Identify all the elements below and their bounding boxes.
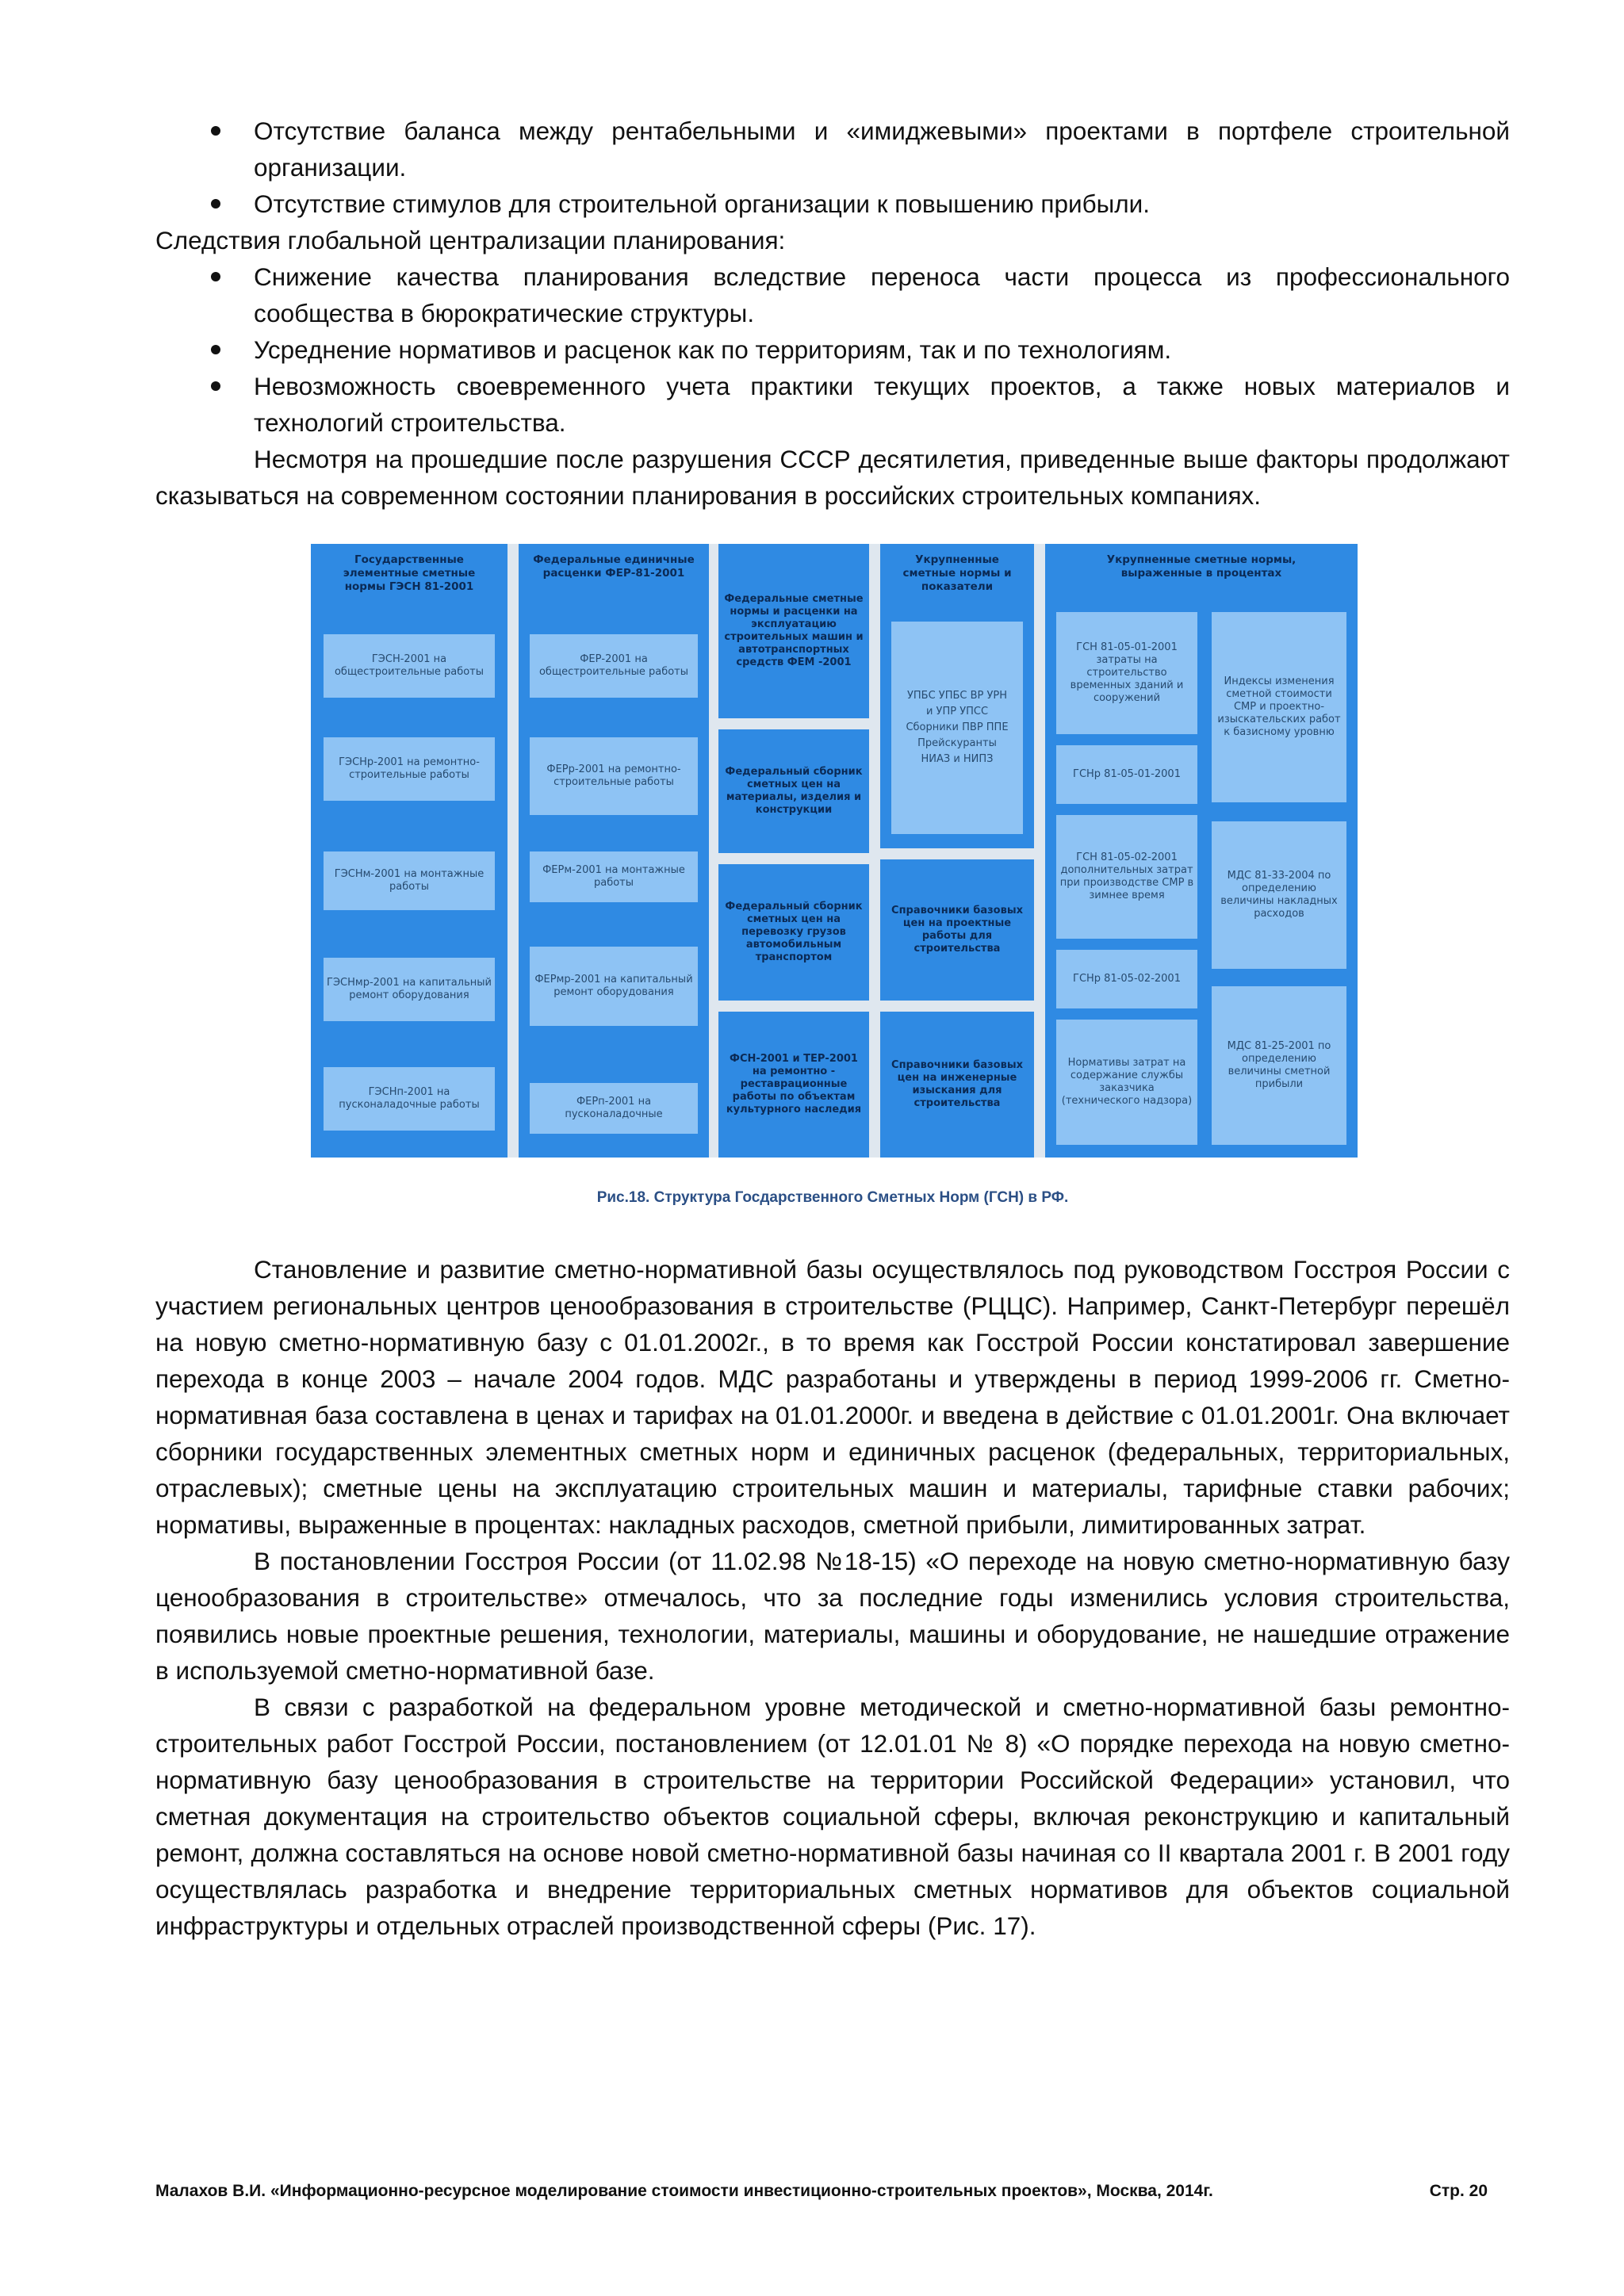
diagram-box: ГЭСНп-2001 на пусконаладочные работы: [324, 1067, 495, 1131]
list-item: Отсутствие баланса между рентабельными и «имиджевыми» проектами в портфеле строительной организации.: [155, 113, 1510, 186]
page-number: Стр. 20: [1429, 2182, 1488, 2200]
diagram-box: ГСНр 81-05-01-2001: [1056, 745, 1197, 804]
list-item: Усреднение нормативов и расценок как по территориям, так и по технологиям.: [155, 331, 1510, 368]
diagram-box: ФЕР-2001 на общестроительные работы: [530, 634, 698, 698]
paragraph: В связи с разработкой на федеральном уровне методической и сметно-нормативной базы ремонтно-строительных работ Госстрой России, постановлением (от 12.01.01 № 8) «О порядке перехода на новую сметно-нормативную базу ценообразования в строительстве на территории Российской Федерации» установил, что сметная документация на строительство объектов социальной сферы, включая реконструкцию и капитальный ремонт, должна составляться на основе новой сметно-нормативной базы начиная со II квартала 2001 г. В 2001 году осуществлялась разработка и внедрение территориальных сметных нормативов для объектов социальной инфраструктуры и отдельных отраслей производственной сферы (Рис. 17).: [155, 1693, 1510, 1940]
diagram-box: ГСН 81-05-01-2001 затраты на строительство временных зданий и сооружений: [1056, 612, 1197, 734]
footer-citation: Малахов В.И. «Информационно-ресурсное моделирование стоимости инвестиционно-строительных проектов», Москва, 2014г.: [155, 2182, 1213, 2200]
diagram-box-heritage: ФСН-2001 и ТЕР-2001 на ремонтно - реставрационные работы по объектам культурного наследия: [718, 1012, 869, 1158]
paragraph: Становление и развитие сметно-нормативной базы осуществлялось под руководством Госстроя России с участием региональных центров ценообразования в строительстве (РЦЦС). Например, Санкт-Петербург перешёл на новую сметно-нормативную базу с 01.01.2002г., в то время как Госстрой России констатировал завершение перехода в конце 2003 – начале 2004 годов. МДС разработаны и утверждены в период 1999-2006 гг. Сметно-нормативная база составлена в ценах и тарифах на 01.01.2000г. и введена в действие с 01.01.2001г. Она включает сборники государственных элементных сметных норм и единичных расценок (федеральных, территориальных, отраслевых); сметные цены на эксплуатацию строительных машин и материалы, тарифные ставки рабочих; нормативы, выраженные в процентах: накладных расходов, сметной прибыли, лимитированных затрат.: [155, 1255, 1510, 1539]
figure-caption: Рис.18. Структура Госдарственного Сметных Норм (ГСН) в РФ.: [596, 1189, 1069, 1206]
gsn-structure-diagram: [311, 544, 1358, 1158]
top-bullet-list: [155, 113, 1510, 222]
column-fer: [519, 544, 709, 1158]
diagram-box: ГЭСНм-2001 на монтажные работы: [324, 851, 495, 910]
column-gesn: [311, 544, 508, 1158]
diagram-box: ГЭСН-2001 на общестроительные работы: [324, 634, 495, 698]
paragraph-ussr: Несмотря на прошедшие после разрушения СССР десятилетия, приведенные выше факторы продолжают сказываться на современном состоянии планирования в российских строительных компаниях.: [155, 445, 1510, 510]
diagram-box-survey-prices: Справочники базовых цен на инженерные изыскания для строительства: [880, 1012, 1034, 1158]
diagram-box: ФЕРр-2001 на ремонтно-строительные работы: [530, 737, 698, 815]
diagram-box: ГСНр 81-05-02-2001: [1056, 950, 1197, 1008]
consequence-bullet-list: [155, 258, 1510, 441]
column-percent-norms: [1045, 544, 1358, 1158]
list-item: Снижение качества планирования вследствие переноса части процесса из профессионального сообщества в бюрократические структуры.: [155, 258, 1510, 331]
diagram-box: Нормативы затрат на содержание службы заказчика (технического надзора): [1056, 1020, 1197, 1145]
list-item: Невозможность своевременного учета практики текущих проектов, а также новых материалов и технологий строительства.: [155, 368, 1510, 441]
diagram-box: МДС 81-33-2004 по определению величины накладных расходов: [1212, 821, 1346, 969]
diagram-box-fem: Федеральные сметные нормы и расценки на эксплуатацию строительных машин и автотранспортных средств ФЕМ -2001: [718, 544, 869, 718]
diagram-box-design-prices: Справочники базовых цен на проектные работы для строительства: [880, 859, 1034, 1001]
column-title: Укрупненные сметные нормы и показатели: [902, 553, 1012, 593]
diagram-box: ФЕРмр-2001 на капитальный ремонт оборудования: [530, 947, 698, 1026]
diagram-box: ГСН 81-05-02-2001 дополнительных затрат при производстве СМР в зимнее время: [1056, 815, 1197, 939]
consequences-heading: Следствия глобальной централизации планирования:: [155, 226, 786, 254]
column-title: Государственные элементные сметные нормы ГЭСН 81-2001: [343, 553, 476, 593]
page-footer: [155, 2182, 1488, 2201]
column-title: Федеральные единичные расценки ФЕР-81-2001: [533, 553, 695, 580]
diagram-box: УПБС УПБС ВР УРН и УПР УПСС Сборники ПВР ППЕ Прейскуранты НИАЗ и НИПЗ: [891, 622, 1023, 834]
diagram-box: ГЭСНр-2001 на ремонтно-строительные работы: [324, 737, 495, 801]
diagram-box: МДС 81-25-2001 по определению величины сметной прибыли: [1212, 986, 1346, 1145]
list-item: Отсутствие стимулов для строительной организации к повышению прибыли.: [155, 186, 1510, 222]
column-title: Укрупненные сметные нормы, выраженные в процентах: [1106, 553, 1297, 580]
page-body: [155, 113, 1510, 1944]
diagram-box: ФЕРп-2001 на пусконаладочные: [530, 1083, 698, 1134]
diagram-box: Индексы изменения сметной стоимости СМР и проектно-изыскательских работ к базисному уровню: [1212, 612, 1346, 802]
diagram-box-transport: Федеральный сборник сметных цен на перевозку грузов автомобильным транспортом: [718, 864, 869, 1001]
diagram-box-materials: Федеральный сборник сметных цен на материалы, изделия и конструкции: [718, 729, 869, 853]
diagram-box: ФЕРм-2001 на монтажные работы: [530, 851, 698, 902]
paragraph: В постановлении Госстроя России (от 11.02.98 №18-15) «О переходе на новую сметно-нормативную базу ценообразования в строительстве» отмечалось, что за последние годы изменились условия строительства, появились новые проектные решения, технологии, материалы, машины и оборудование, не нашедшие отражение в используемой сметно-нормативной базе.: [155, 1547, 1510, 1685]
diagram-box: ГЭСНмр-2001 на капитальный ремонт оборудования: [324, 958, 495, 1021]
column-enlarged-norms: [880, 544, 1034, 848]
